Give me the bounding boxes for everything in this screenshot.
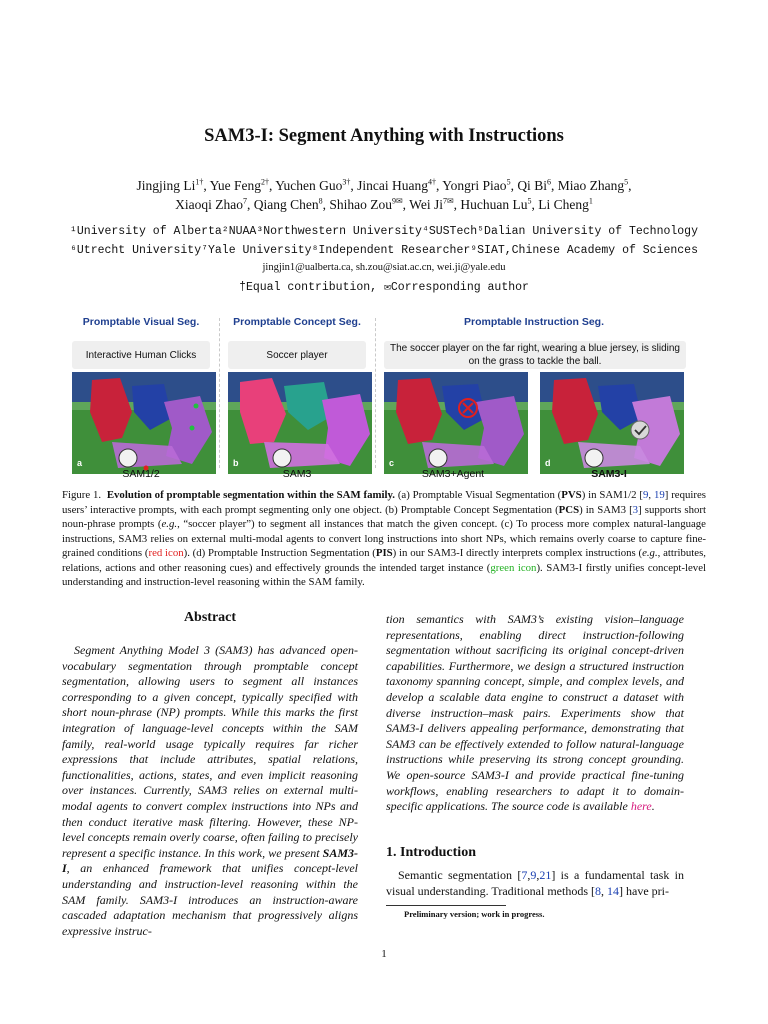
- citation-link[interactable]: 7: [521, 868, 528, 882]
- author-affiliation-mark: 6: [546, 177, 551, 187]
- prompt-concept: Soccer player: [228, 341, 366, 369]
- header-instruction-seg: Promptable Instruction Seg.: [463, 316, 605, 328]
- author-name: Yuchen Guo: [275, 178, 343, 193]
- citation-link[interactable]: 3: [632, 503, 639, 516]
- author-affiliation-mark: 1†: [195, 177, 204, 187]
- abstract-left-column: Segment Anything Model 3 (SAM3) has advanced open-vocabulary segmentation through promptable concept segmentation, allowing users to segment all instances corresponding to a given concept, typically specified with short noun-phrase (NP) prompts. While this marks the first integration of language-level concepts within the SAM family, real-world usage typically requires far richer expressions that include attributes, spatial relations, functionalities, actions, states, and even implicit reasoning over instances. Currently, SAM3 relies on external multi-modal agents to convert complex instructions into NPs and then conduct iterative mask filtering. However, these NP-level concepts remain overly coarse, often failing to precisely represent a specific instance. In this work, we present SAM3-I, an enhanced framework that unifies concept-level understanding and instruction-level reasoning within the SAM family. SAM3-I introduces an instruction-aware cascaded adaptation mechanism that progressively aligns expressive instruc-: [62, 643, 358, 938]
- author-affiliation-mark: 4†: [428, 177, 437, 187]
- figure-1: [66, 316, 690, 488]
- figure-caption: Figure 1. Evolution of promptable segmentation within the SAM family. (a) Promptable Visual Segmentation (PVS) in SAM1/2 [9, 19] requires users’ interactive prompts, with each prompt segmenting only one object. (b) Promptable Concept Segmentation (PCS) in SAM3 [3] supports short noun-phrase prompts (e.g., “soccer player”) to segment all instances that match the given concept. (c) To process more complex natural-language instructions, SAM3 relies on external multi-modal agents to convert long instructions into short NPs, which remains overly coarse to capture fine-grained conditions (red icon). (d) Promptable Instruction Segmentation (PIS) in our SAM3-I directly interprets complex instructions (e.g., attributes, relations, actions and other reasoning cues) and effectively grounds the intended target instance (green icon). SAM3-I firstly unifies concept-level understanding and instruction-level reasoning within the SAM family.: [62, 489, 706, 588]
- citation-link[interactable]: 9: [643, 489, 649, 501]
- page-number: 1: [381, 948, 387, 960]
- author-affiliation-mark: 9✉: [391, 196, 403, 206]
- citation-link[interactable]: 14: [607, 883, 619, 898]
- red-icon-text: red icon: [148, 547, 184, 559]
- author-name: Jincai Huang: [357, 178, 429, 193]
- citation-link[interactable]: 19: [653, 489, 665, 501]
- author-name: Yongri Piao: [442, 178, 507, 193]
- section-heading-introduction: 1. Introduction: [386, 845, 476, 860]
- source-code-link[interactable]: here: [630, 799, 652, 814]
- author-line-1: Jingjing $Li^{1\dagger}$, Yue Feng$^{2\dagger}$, Yuchen Guo$^{3\dagger}$, Jincai Huang$^{4\dagger}$, Yongri Piao$^5$, Qi Bi$^6$, Miao Zhang$^5$,: [136, 177, 632, 193]
- check-icon: [631, 421, 649, 439]
- caption-label: Figure 1.: [62, 489, 102, 501]
- panel-label-a: SAM1/2: [122, 468, 160, 480]
- author-affiliation-mark: 7: [242, 196, 247, 206]
- divider: [375, 318, 376, 468]
- header-concept-seg: Promptable Concept Seg.: [233, 316, 361, 328]
- author-name: Qiang Chen: [253, 197, 319, 212]
- affiliations: [40, 222, 728, 260]
- author-name: Qi Bi: [517, 178, 547, 193]
- panel-letter-b: b: [233, 458, 239, 468]
- panel-c-image: [384, 372, 528, 474]
- author-affiliation-mark: 1: [588, 196, 593, 206]
- author-name: Shihao Zou: [329, 197, 392, 212]
- author-name: Xiaoqi Zhao: [175, 197, 243, 212]
- citation-link[interactable]: 8: [595, 883, 601, 898]
- footnote-rule: [386, 905, 506, 906]
- author-affiliation-mark: 7✉: [442, 196, 454, 206]
- author-line-2: Xiaoqi Zhao$^7$, Qiang Chen$^8$, Shihao Zou$^{9✉}$, Wei $Ji^{7✉}$, Huchuan Lu$^5$, Li Cheng$^1$: [175, 196, 593, 212]
- panel-letter-a: a: [77, 458, 83, 468]
- footnote: Preliminary version; work in progress.: [404, 909, 545, 919]
- panel-label-c: SAM3+Agent: [421, 468, 485, 480]
- affiliations-line-2: ⁶Utrecht University⁷Yale University⁸Independent Researcher⁹SIAT,Chinese Academy of Sciences: [69, 244, 698, 257]
- author-name: Huchuan Lu: [460, 197, 528, 212]
- author-emails: jingjin1@ualberta.ca, sh.zou@siat.ac.cn, wei.ji@yale.edu: [262, 262, 506, 273]
- header-visual-seg: Promptable Visual Seg.: [82, 316, 200, 328]
- author-affiliation-mark: 8: [318, 196, 323, 206]
- author-affiliation-mark: 5: [624, 177, 629, 187]
- author-affiliation-mark: 3†: [342, 177, 351, 187]
- prompt-clicks: Interactive Human Clicks: [72, 341, 210, 369]
- author-name: Li Cheng: [538, 197, 589, 212]
- abstract-right-column: tion semantics with SAM3’s existing vision–language representations, enabling direct instruction-following segmentation without sacrificing its original concept-driven capabilities. Furthermore, we design a structured instruction taxonomy spanning concept, simple, and complex levels, and develop a scalable data engine to construct a dataset with diverse instruction–mask pairs. Experiments show that SAM3-I delivers appealing performance, demonstrating that SAM3 can be effectively extended to follow natural-language instructions while preserving its strong concept grounding. We open-source SAM3-I and provide practical fine-tuning workflows, enabling researchers to adapt it to domain-specific applications. The source code is available here.: [386, 612, 684, 814]
- panel-b-image: [228, 372, 372, 474]
- panel-letter-c: c: [389, 458, 395, 468]
- panel-d-image: [540, 372, 684, 474]
- author-name: Jingjing Li: [136, 178, 196, 193]
- panel-label-b: SAM3: [282, 468, 312, 480]
- author-list: [60, 176, 708, 214]
- caption-title: Evolution of promptable segmentation within the SAM family.: [106, 489, 395, 501]
- author-name: Miao Zhang: [557, 178, 625, 193]
- author-name: Yue Feng: [209, 178, 262, 193]
- author-affiliation-mark: 5: [506, 177, 511, 187]
- green-icon-text: green icon: [490, 561, 537, 574]
- intro-paragraph: Semantic segmentation [7,9,21] is a fundamental task in visual understanding. Traditional methods [8, 14] have pri-: [386, 868, 685, 898]
- author-name: Wei Ji: [409, 197, 443, 212]
- abstract-heading: Abstract: [183, 610, 237, 625]
- panel-a-image: [72, 372, 216, 474]
- panel-label-d: SAM3-I: [591, 468, 627, 480]
- affiliations-line-1: ¹University of Alberta²NUAA³Northwestern University⁴SUSTech⁵Dalian University of Technology: [69, 225, 698, 238]
- prompt-instruction: The soccer player on the far right, wearing a blue jersey, is sliding on the grass to tackle the ball.: [384, 341, 686, 369]
- panel-letter-d: d: [545, 458, 551, 468]
- citation-link[interactable]: 9: [530, 868, 537, 882]
- author-affiliation-mark: 2†: [261, 177, 270, 187]
- equal-contribution-note: †Equal contribution, ✉Corresponding author: [239, 281, 529, 294]
- divider: [219, 318, 220, 468]
- author-affiliation-mark: 5: [527, 196, 532, 206]
- paper-title: SAM3-I: Segment Anything with Instructions: [204, 126, 564, 146]
- citation-link[interactable]: 21: [539, 868, 552, 882]
